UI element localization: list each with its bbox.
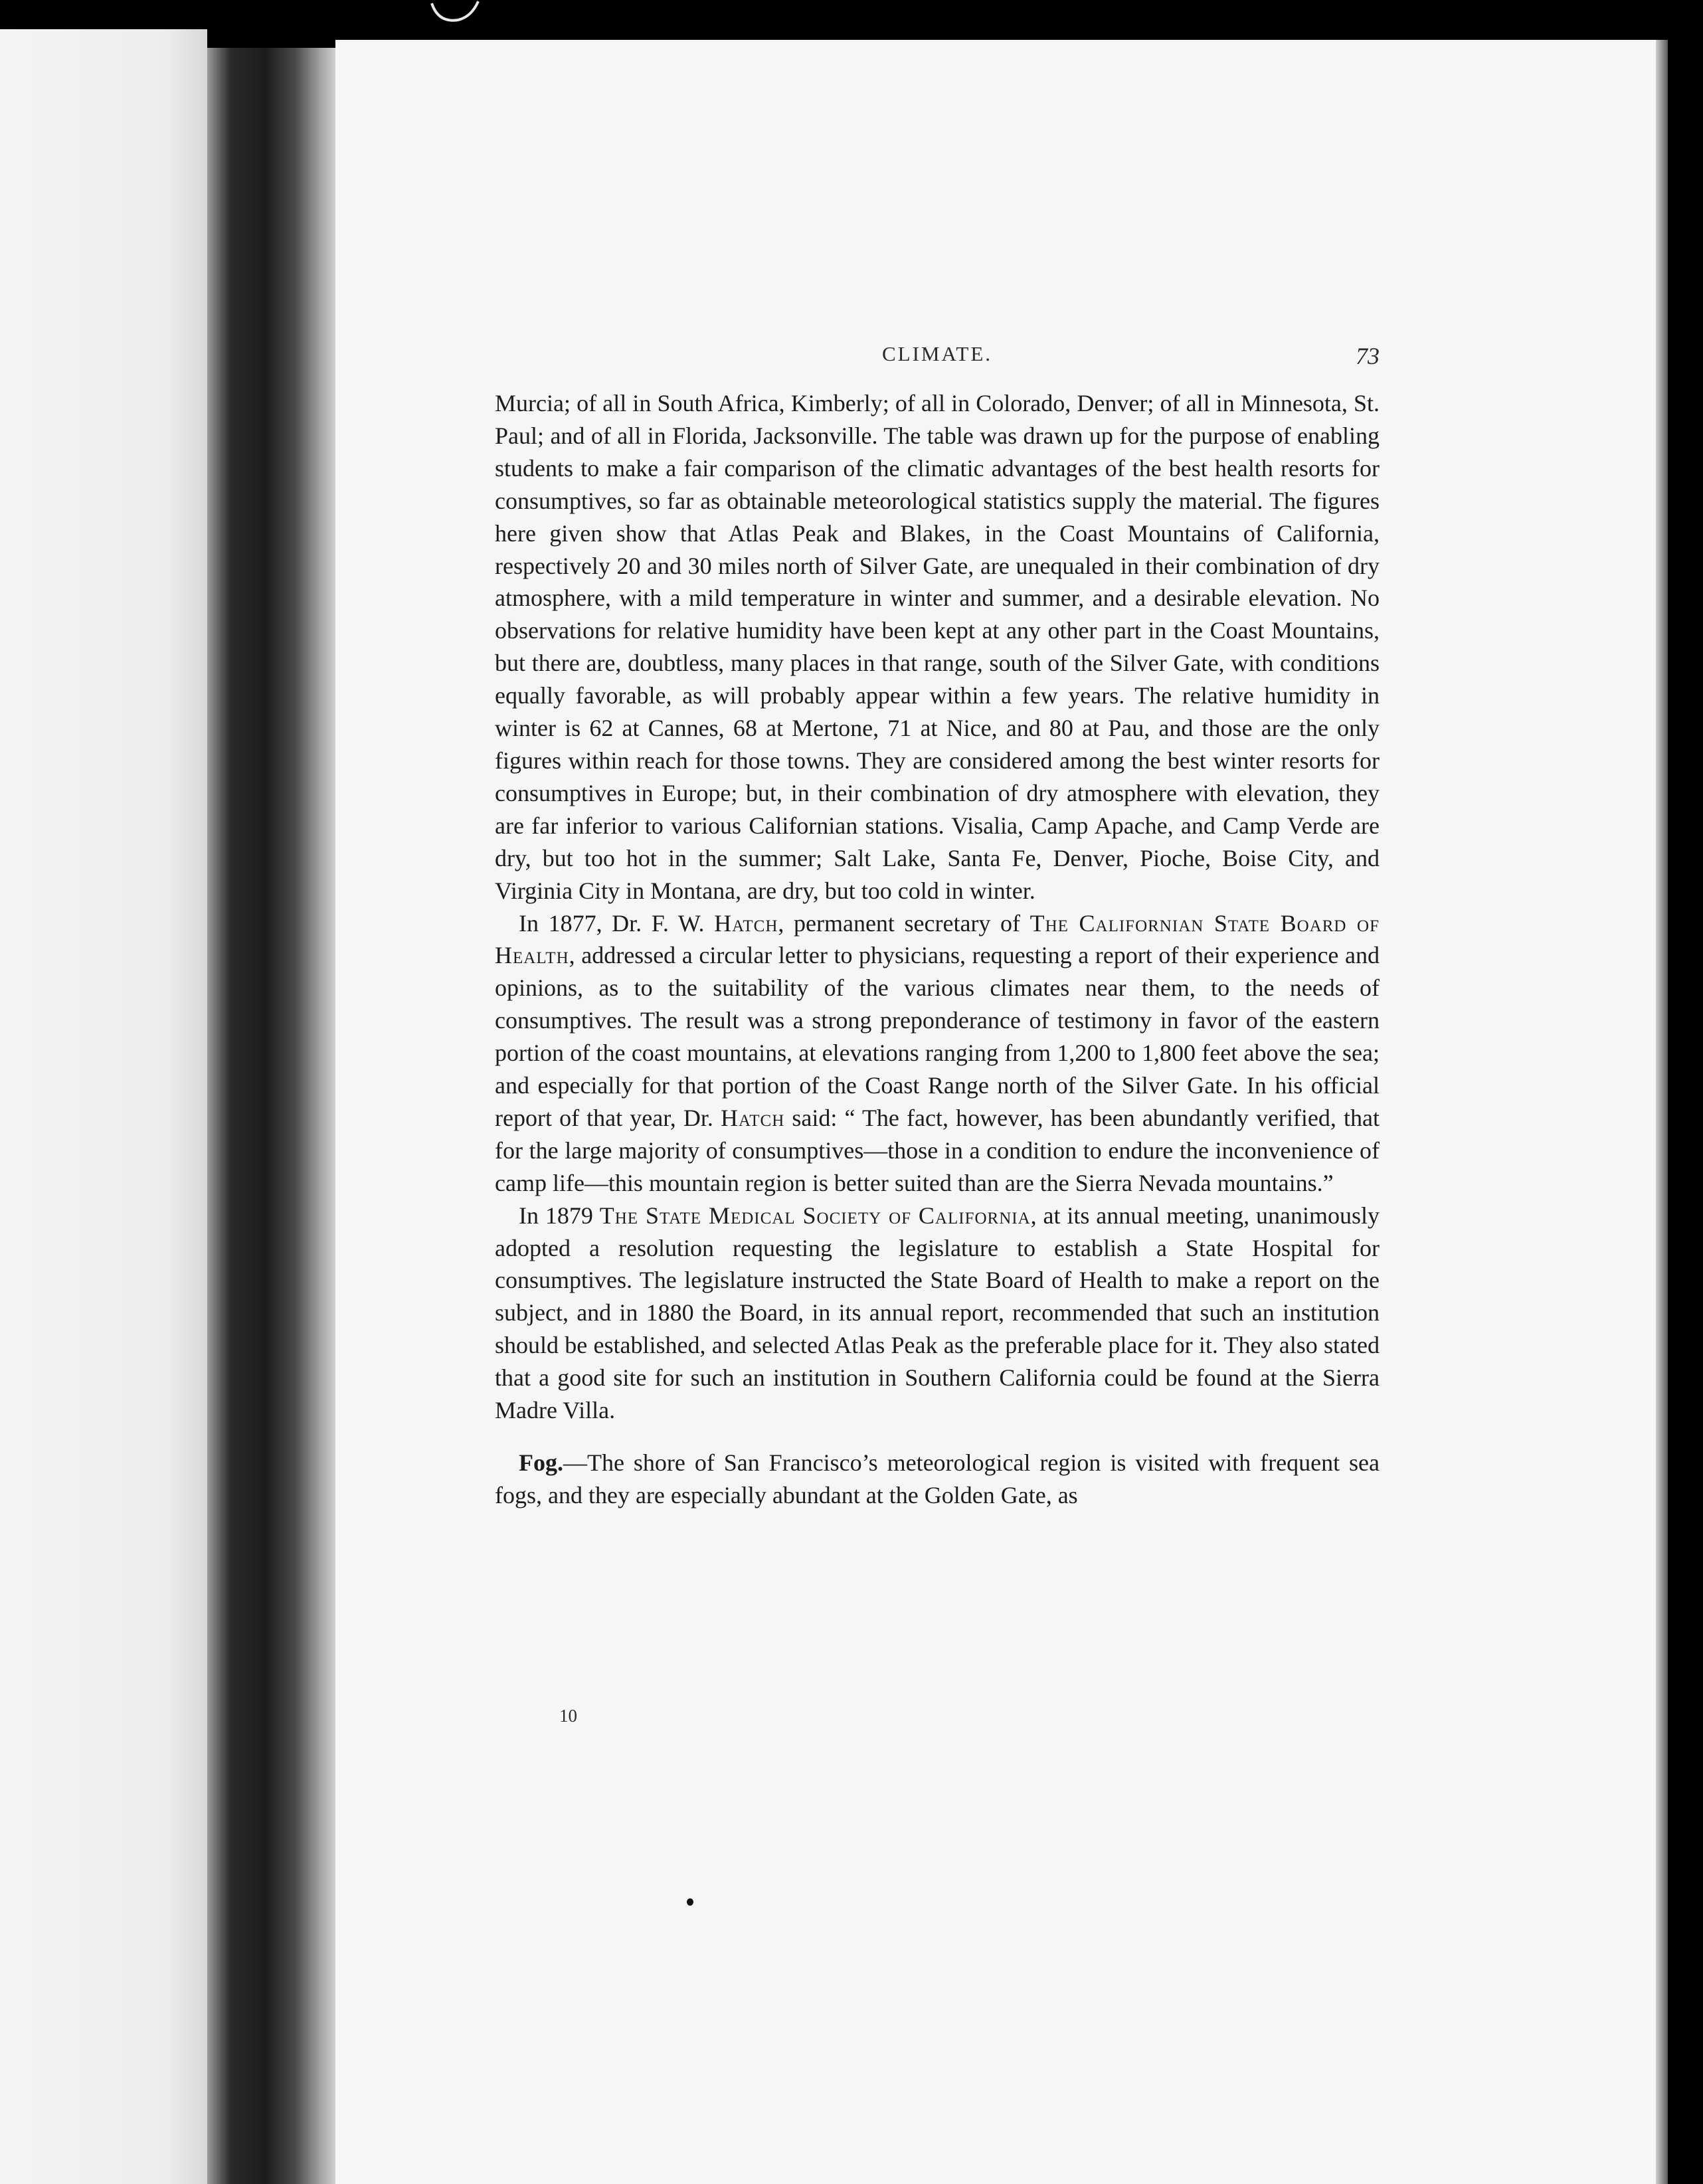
paragraph-2-intro: In 1877, Dr. F. W. [519, 909, 715, 937]
paragraph-3-intro: In 1879 [519, 1202, 600, 1229]
page-edge-shadow [1656, 40, 1668, 2184]
page-number: 73 [1356, 343, 1380, 369]
paragraph-2-quote: said: “ The fact, however, has been abundantly verified, that for the large majority of consumptives—those in a condition to endure the inconvenience of camp life—this mountain region is better suited than are the Sierra Nevada mountains.” [495, 1104, 1380, 1196]
running-head [495, 342, 1380, 375]
paragraph-2-mid: , permanent secretary of [778, 909, 1030, 937]
signature-mark: 10 [559, 1706, 577, 1726]
paragraph-2-body: , addressed a circular letter to physicians, requesting a report of their experience and opinions, as to the suitability of the various climates near them, to the needs of consumptives. The result was a strong preponderance of testimony in favor of the eastern portion of the coast mountains, at elevations ranging from 1,200 to 1,800 feet above the sea; and especially for that portion of the Coast Range north of the Silver Gate. In his official report of that year, Dr. [495, 942, 1380, 1131]
paragraph-fog [495, 1447, 1380, 1512]
ink-speck [687, 1898, 693, 1906]
fog-heading: Fog. [519, 1449, 563, 1476]
person-name-hatch: Hatch [714, 909, 778, 937]
person-name-hatch-2: Hatch [721, 1104, 785, 1131]
paragraph-2 [495, 907, 1380, 1200]
ink-mark-decoration [425, 0, 485, 27]
org-name-medical-society: The State Medical Society of California [599, 1202, 1031, 1229]
body-text [495, 387, 1380, 1512]
book-gutter-shadow [207, 48, 337, 2184]
paragraph-3-body: , at its annual meeting, unanimously adopted a resolution requesting the legislature to establish a State Hospital for consumptives. The legislature instructed the State Board of Health to make a report on the subject, and in 1880 the Board, in its annual report, recommended that such an institution should be established, and selected Atlas Peak as the preferable place for it. They also stated that a good site for such an institution in Southern California could be found at the Sierra Madre Villa. [495, 1202, 1380, 1424]
left-page-blank [0, 29, 207, 2184]
paragraph-1: Murcia; of all in South Africa, Kimberly; of all in Colorado, Denver; of all in Minnesota, St. Paul; and of all in Florida, Jacksonville. The table was drawn up for the purpose of enabling students to make a fair comparison of the climatic advantages of the best health resorts for consumptives, so far as obtainable meteorological statistics supply the material. The figures here given show that Atlas Peak and Blakes, in the Coast Mountains of California, respectively 20 and 30 miles north of Silver Gate, are unequaled in their combination of dry atmosphere, with a mild temperature in winter and summer, and a desirable elevation. No observations for relative humidity have been kept at any other part in the Coast Mountains, but there are, doubtless, many places in that range, south of the Silver Gate, with conditions equally favorable, as will probably appear within a few years. The relative humidity in winter is 62 at Cannes, 68 at Mertone, 71 at Nice, and 80 at Pau, and those are the only figures within reach for those towns. They are considered among the best winter resorts for consumptives in Europe; but, in their combination of dry atmosphere with elevation, they are far inferior to various Californian stations. Visalia, Camp Apache, and Camp Verde are dry, but too hot in the summer; Salt Lake, Santa Fe, Denver, Pioche, Boise City, and Virginia City in Montana, are dry, but too cold in winter. [495, 390, 1380, 904]
paragraph-3 [495, 1200, 1380, 1427]
org-name-board-of-health: The Californian State Board of Health [495, 909, 1380, 969]
running-title: CLIMATE. [881, 342, 993, 365]
paragraph-fog-body: —The shore of San Francisco’s meteorological region is visited with frequent sea fogs, and they are especially abundant at the Golden Gate, as [495, 1449, 1380, 1508]
